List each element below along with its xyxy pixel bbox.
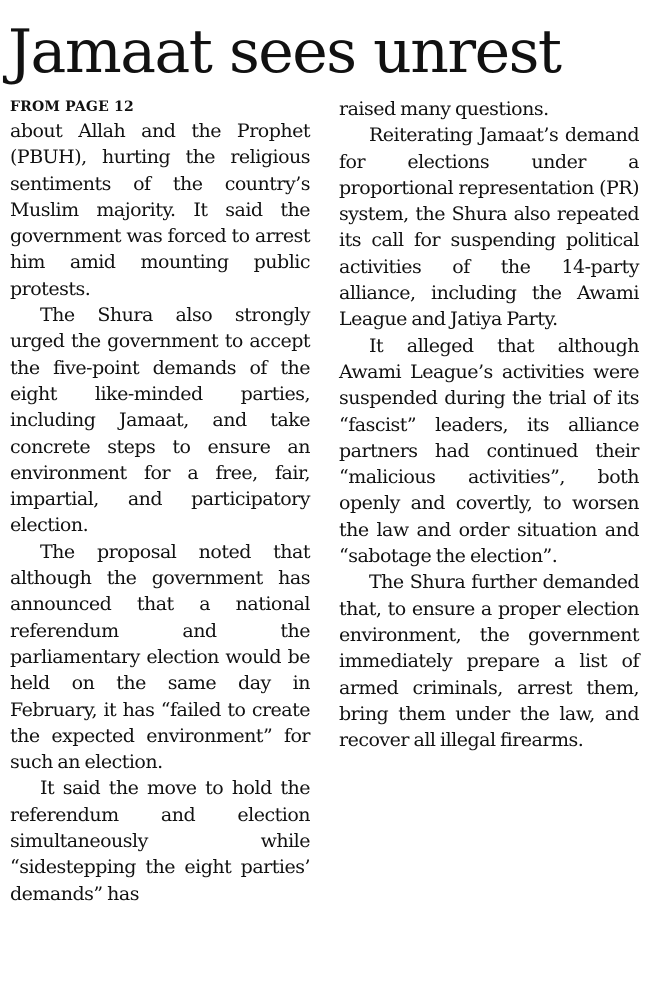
continued-from-label: FROM PAGE 12: [10, 99, 134, 115]
paragraph: It said the move to hold the referendum and election simultaneously while “sidestepping the eight parties’ demands” has: [10, 777, 310, 905]
left-column: [10, 96, 310, 907]
paragraph-continued: about Allah and the Prophet (PBUH), hurting the religious sentiments of the country’s Muslim majority. It said the government was forced to arrest him amid mounting public protests.: [10, 120, 310, 300]
paragraph: The proposal noted that although the government has announced that a national referendum and the parliamentary election would be held on the same day in February, it has “failed to create the expected environment” for such an election.: [10, 540, 310, 774]
paragraph: The Shura further demanded that, to ensure a proper election environment, the government immediately prepare a list of armed criminals, arrest them, bring them under the law, and recover all illegal firearms.: [339, 571, 639, 752]
paragraph: Reiterating Jamaat’s demand for elections under a proportional representation (PR) system, the Shura also repeated its call for suspending political activities of the 14-party alliance, including the Awami League and Jatiya Party.: [339, 124, 639, 331]
paragraph: The Shura also strongly urged the government to accept the five-point demands of the eight like-minded parties, including Jamaat, and take concrete steps to ensure an environment for a free, fair, impartial, and participatory election.: [10, 304, 310, 537]
paragraph-continued: raised many questions.: [339, 98, 549, 120]
paragraph: It alleged that although Awami League’s activities were suspended during the trial of its “fascist” leaders, its alliance partners had continued their “malicious activities”, both openly and covertly, to worsen the law and order situation and “sabotage the election”.: [339, 334, 639, 568]
headline: Jamaat sees unrest: [8, 17, 561, 87]
right-column: [339, 96, 639, 753]
